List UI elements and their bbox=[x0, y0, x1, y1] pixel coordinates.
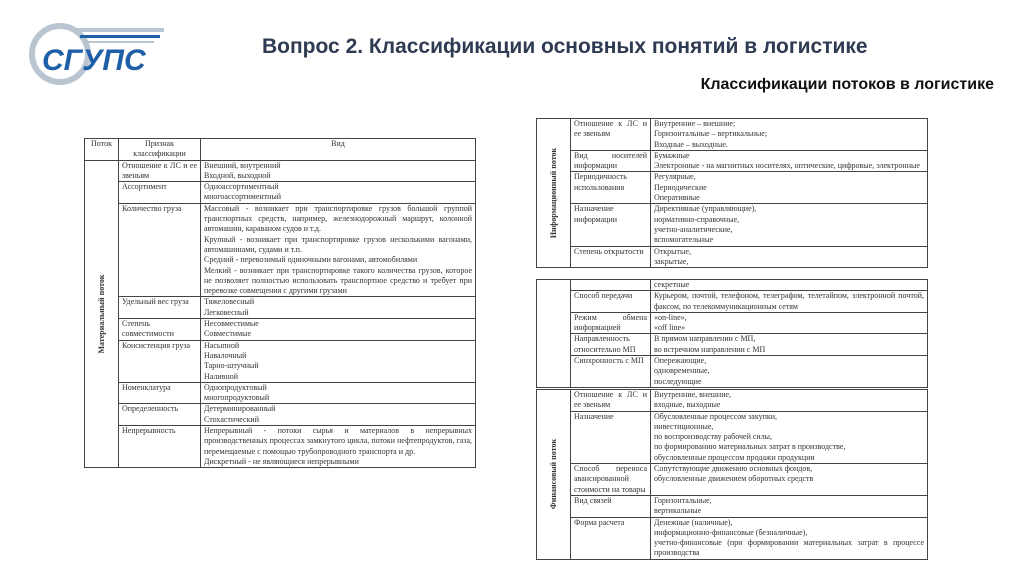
info-flow-table-continued bbox=[536, 279, 928, 388]
header-sign: Признак классификации bbox=[119, 139, 201, 161]
type-item: Массовый - возникает при транспортировке грузов большой группой транспортных средств, например, железнодорожный маршрут, колонной автомашин, караваном судов и т.д. bbox=[204, 203, 472, 234]
type-cell bbox=[651, 291, 928, 313]
type-item: Входной, выходной bbox=[204, 170, 271, 180]
type-item: Бумажные bbox=[654, 150, 690, 160]
table-row bbox=[537, 334, 928, 356]
type-item: Входные – выходные. bbox=[654, 139, 728, 149]
type-cell bbox=[201, 182, 476, 204]
table-row bbox=[537, 204, 928, 246]
sign-cell: Синхронность с МП bbox=[571, 356, 651, 388]
type-item: Совместимые bbox=[204, 329, 252, 339]
type-item: во встречном направлении с МП bbox=[654, 344, 766, 354]
type-item: Тяжеловесный bbox=[204, 297, 255, 307]
table-row bbox=[85, 182, 476, 204]
table-row bbox=[537, 390, 928, 412]
type-item: Средний - перевозимый одиночными вагонами, автомобилями bbox=[204, 255, 418, 265]
table-row bbox=[537, 246, 928, 268]
table-row bbox=[537, 464, 928, 496]
type-item: учетно-аналитические, bbox=[654, 224, 733, 234]
type-item: секретные bbox=[654, 280, 690, 289]
table-row bbox=[537, 119, 928, 151]
type-item: Горизонтальные, bbox=[654, 495, 712, 505]
type-cell bbox=[651, 390, 928, 412]
sign-cell: Назначение информации bbox=[571, 204, 651, 246]
type-item: Несовместимые bbox=[204, 319, 259, 329]
sign-cell: Вид связей bbox=[571, 495, 651, 517]
type-item: Тарно-штучный bbox=[204, 361, 259, 371]
type-item: инвестиционные, bbox=[654, 421, 714, 431]
sign-cell: Периодичность использования bbox=[571, 172, 651, 204]
type-cell bbox=[651, 356, 928, 388]
type-item: Насыпной bbox=[204, 340, 240, 350]
type-item: «on-line», bbox=[654, 312, 687, 322]
type-item: Навалочный bbox=[204, 350, 247, 360]
type-cell bbox=[651, 517, 928, 559]
info-flow-table bbox=[536, 118, 928, 268]
type-item: Стохастический bbox=[204, 414, 259, 424]
table-row bbox=[85, 404, 476, 426]
sign-cell: Непрерывность bbox=[119, 426, 201, 468]
type-item: Директивные (управляющие), bbox=[654, 204, 757, 214]
sign-cell: Степень совместимости bbox=[119, 319, 201, 341]
type-cell bbox=[651, 411, 928, 463]
sign-cell: Удельный вес груза bbox=[119, 297, 201, 319]
type-cell bbox=[201, 382, 476, 404]
type-cell bbox=[201, 160, 476, 182]
sign-cell: Консистенция груза bbox=[119, 340, 201, 382]
table-header-row bbox=[85, 139, 476, 161]
sign-cell: Отношение к ЛС и ее звеньям bbox=[571, 390, 651, 412]
type-item: одновременные, bbox=[654, 366, 710, 376]
type-cell bbox=[201, 203, 476, 297]
table-row bbox=[537, 356, 928, 388]
type-cell bbox=[201, 319, 476, 341]
type-cell bbox=[651, 464, 928, 496]
type-item: Горизонтальные – вертикальные; bbox=[654, 129, 768, 139]
sign-cell: Способ переноса авансированной стоимости на товары bbox=[571, 464, 651, 496]
type-cell bbox=[651, 246, 928, 268]
table-row bbox=[537, 280, 928, 291]
type-item: Опережающие, bbox=[654, 356, 707, 366]
type-item: Однопродуктовый bbox=[204, 382, 267, 392]
type-item: многопродуктовый bbox=[204, 393, 270, 403]
sign-cell: Вид носителей информации bbox=[571, 150, 651, 172]
sign-cell: Степень открытости bbox=[571, 246, 651, 268]
sign-cell: Способ передачи bbox=[571, 291, 651, 313]
type-item: обусловленные процессом продажи продукции bbox=[654, 452, 815, 462]
type-item: последующие bbox=[654, 376, 702, 386]
type-cell bbox=[651, 312, 928, 334]
table-row bbox=[537, 150, 928, 172]
type-cell bbox=[201, 426, 476, 468]
type-item: обусловленные движением оборотных средств bbox=[654, 474, 814, 484]
type-item: входные, выходные bbox=[654, 400, 721, 410]
type-item: вспомогательные bbox=[654, 235, 713, 245]
material-flow-table bbox=[84, 138, 476, 468]
type-item: информационно-финансовые (безналичные), bbox=[654, 527, 808, 537]
page-subtitle: Классификации потоков в логистике bbox=[700, 76, 994, 93]
type-item: по формированию материальных затрат в производстве, bbox=[654, 442, 846, 452]
type-item: «off line» bbox=[654, 323, 686, 333]
type-cell bbox=[201, 340, 476, 382]
table-row bbox=[537, 517, 928, 559]
type-item: по воспроизводству рабочей силы, bbox=[654, 432, 773, 442]
type-item: Курьером, почтой, телефоном, телеграфом, телетайпом, электронной почтой, факсом, по телекоммуникационным сетям bbox=[654, 291, 924, 311]
flow-cell bbox=[537, 280, 571, 388]
type-cell bbox=[651, 119, 928, 151]
type-item: Внутренние, внешние, bbox=[654, 390, 732, 399]
type-item: Мелкий - возникает при транспортировке такого количества грузов, которое не позволяет полностью использовать транспортное средство и требует при перевозке совмещения с другими грузами bbox=[204, 265, 472, 296]
table-row bbox=[537, 411, 928, 463]
type-item: Периодические bbox=[654, 182, 707, 192]
table-row bbox=[85, 382, 476, 404]
type-item: Внутренние – внешние; bbox=[654, 119, 736, 128]
sign-cell: Режим обмена информацией bbox=[571, 312, 651, 334]
table-row bbox=[85, 160, 476, 182]
type-cell bbox=[201, 297, 476, 319]
type-cell bbox=[651, 150, 928, 172]
page-title: Вопрос 2. Классификации основных понятий в логистике bbox=[262, 35, 868, 58]
type-cell bbox=[201, 404, 476, 426]
table-row bbox=[537, 495, 928, 517]
sgups-logo bbox=[28, 22, 168, 86]
sign-cell: Ассортимент bbox=[119, 182, 201, 204]
sign-cell: Направленность относительно МП bbox=[571, 334, 651, 356]
flow-label: Финансовый поток bbox=[548, 439, 558, 510]
type-item: Непрерывный - потоки сырья и материалов в непрерывных производственных процессах замкнутого цикла, потоки нефтепродуктов, газа, перемещаемые с помощью трубопроводного транспорта и др. bbox=[204, 426, 472, 456]
type-item: Регулярные, bbox=[654, 172, 696, 182]
type-item: Легковесный bbox=[204, 307, 249, 317]
type-cell bbox=[651, 334, 928, 356]
table-row bbox=[85, 340, 476, 382]
type-item: Наливной bbox=[204, 371, 239, 381]
financial-flow-table bbox=[536, 389, 928, 560]
flow-label: Информационный поток bbox=[548, 147, 558, 239]
type-cell bbox=[651, 204, 928, 246]
flow-cell bbox=[537, 119, 571, 268]
type-item: Оперативные bbox=[654, 193, 700, 203]
sign-cell: Количество груза bbox=[119, 203, 201, 297]
type-item: вертикальные bbox=[654, 506, 702, 516]
type-item: Детерминированный bbox=[204, 404, 276, 414]
type-item: Электронные - на магнитных носителях, оптические, цифровые, электронные bbox=[654, 161, 920, 171]
table-row bbox=[85, 297, 476, 319]
type-item: закрытые, bbox=[654, 256, 689, 266]
type-item: учетно-финансовые (при формировании материальных затрат в процессе производства bbox=[654, 538, 924, 558]
type-item: Открытые, bbox=[654, 246, 691, 256]
type-item: Крупный - возникает при транспортировке грузов несколькими вагонами, автомашинами, судами и т.п. bbox=[204, 234, 472, 254]
type-item: Внешний, внутренний bbox=[204, 160, 281, 170]
type-item: Дискретный - не являющиеся непрерывными bbox=[204, 456, 359, 466]
type-cell bbox=[651, 495, 928, 517]
sign-cell: Назначение bbox=[571, 411, 651, 463]
sign-cell: Форма расчета bbox=[571, 517, 651, 559]
table-row bbox=[537, 312, 928, 334]
type-item: В прямом направлении с МП, bbox=[654, 334, 756, 344]
type-cell bbox=[651, 280, 928, 291]
type-item: Сопутствующие движению основных фондов, bbox=[654, 464, 813, 474]
sign-cell: Номенклатура bbox=[119, 382, 201, 404]
flow-label: Материальный поток bbox=[96, 274, 106, 354]
sign-cell bbox=[571, 280, 651, 291]
type-item: Денежные (наличные), bbox=[654, 517, 733, 527]
type-item: многоассортиментный bbox=[204, 192, 282, 202]
type-item: Одноассортиментный bbox=[204, 182, 279, 192]
type-item: нормативно-справочные, bbox=[654, 214, 740, 224]
table-row bbox=[537, 291, 928, 313]
sign-cell: Отношение к ЛС и ее звеньям bbox=[119, 160, 201, 182]
header-type: Вид bbox=[201, 139, 476, 161]
table-row bbox=[85, 319, 476, 341]
type-cell bbox=[651, 172, 928, 204]
sign-cell: Отношение к ЛС и ее звеньям bbox=[571, 119, 651, 151]
svg-text:СГУПС: СГУПС bbox=[42, 44, 146, 77]
table-row bbox=[85, 426, 476, 468]
sign-cell: Определенность bbox=[119, 404, 201, 426]
table-row bbox=[537, 172, 928, 204]
type-item: Обусловленные процессом закупки, bbox=[654, 411, 778, 421]
table-row bbox=[85, 203, 476, 297]
flow-cell bbox=[537, 390, 571, 560]
header-flow: Поток bbox=[85, 139, 119, 161]
flow-cell bbox=[85, 160, 119, 468]
